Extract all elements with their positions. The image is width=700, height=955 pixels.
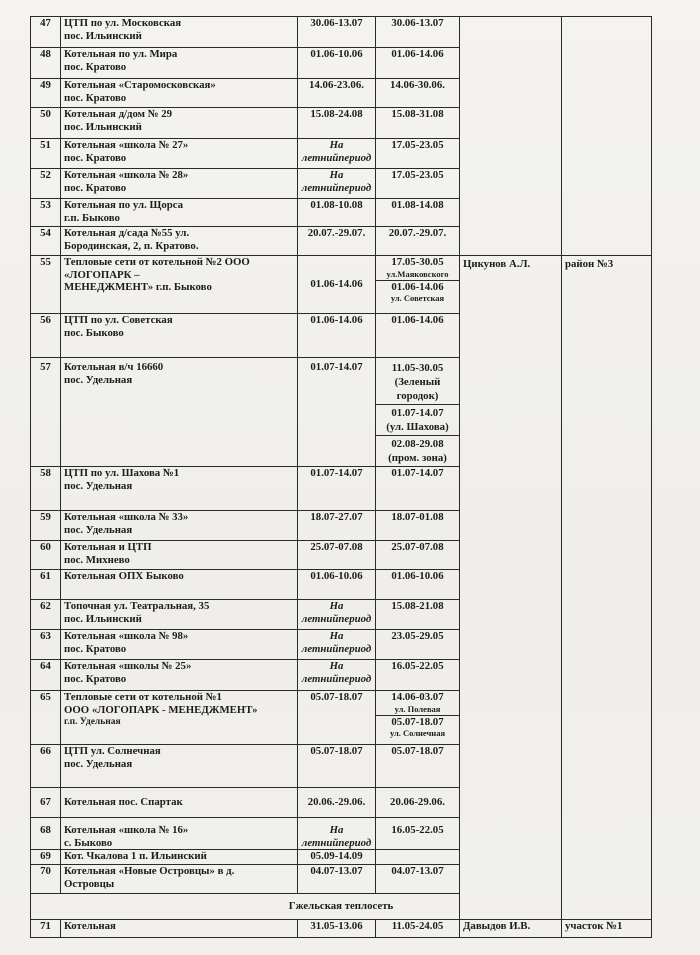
schedule-table: [30, 16, 652, 938]
table-row: 52 Котельная «школа № 28» пос. Кратово На летнийпериод 17.05-23.05: [31, 169, 652, 199]
table-row: 55 Тепловые сети от котельной №2 ООО «ЛОГОПАРК – МЕНЕДЖМЕНТ» г.п. Быково 01.06-14.06 17.05-30.05 ул.Маяковского 01.06-14.06 ул. Советская Цикунов А.Л. район №3: [31, 256, 652, 314]
table-row: 70 Котельная «Новые Островцы» в д. Островцы 04.07-13.07 04.07-13.07: [31, 865, 652, 894]
table-row: 48 Котельная по ул. Мира пос. Кратово 01.06-10.06 01.06-14.06: [31, 48, 652, 79]
section-title: Гжельская теплосеть: [31, 894, 652, 920]
table-row: 60 Котельная и ЦТП пос. Михнево 25.07-07.08 25.07-07.08: [31, 541, 652, 570]
table-row: 67 Котельная пос. Спартак 20.06.-29.06. 20.06-29.06.: [31, 788, 652, 818]
table-row: 58 ЦТП по ул. Шахова №1 пос. Удельная 01.07-14.07 01.07-14.07: [31, 467, 652, 511]
table-row: 69 Кот. Чкалова 1 п. Ильинский 05.09-14.09: [31, 850, 652, 865]
table-row: [31, 17, 652, 48]
period-planned: 30.06-13.07: [298, 17, 376, 48]
table-row: 57 Котельная в/ч 16660 пос. Удельная 01.07-14.07 11.05-30.05 (Зеленый городок) 01.07-14.07 (ул. Шахова) 02.08-29.08 (пром. зона): [31, 358, 652, 467]
table-row: 53 Котельная по ул. Щорса г.п. Быково 01.08-10.08 01.08-14.08: [31, 199, 652, 227]
table-row: 59 Котельная «школа № 33» пос. Удельная 18.07-27.07 18.07-01.08: [31, 511, 652, 541]
table-row: 61 Котельная ОПХ Быково 01.06-10.06 01.06-10.06: [31, 570, 652, 600]
table-row: 49 Котельная «Старомосковская» пос. Кратово 14.06-23.06. 14.06-30.06.: [31, 79, 652, 108]
table-row: 62 Топочная ул. Театральная, 35 пос. Ильинский На летнийпериод 15.08-21.08: [31, 600, 652, 630]
table-row: 50 Котельная д/дом № 29 пос. Ильинский 15.08-24.08 15.08-31.08: [31, 108, 652, 139]
table-row: 51 Котельная «школа № 27» пос. Кратово На летнийпериод 17.05-23.05: [31, 139, 652, 169]
area-label: район №3: [562, 256, 652, 920]
table-row: 64 Котельная «школы № 25» пос. Кратово На летнийпериод 16.05-22.05: [31, 660, 652, 691]
table-row: 66 ЦТП ул. Солнечная пос. Удельная 05.07-18.07 05.07-18.07: [31, 745, 652, 788]
table-row: 56 ЦТП по ул. Советская пос. Быково 01.06-14.06 01.06-14.06: [31, 314, 652, 358]
table-row: 71 Котельная 31.05-13.06 11.05-24.05 Давыдов И.В. участок №1: [31, 920, 652, 938]
responsible-cell: [460, 17, 562, 256]
table-row: 68 Котельная «школа № 16» с. Быково На летнийпериод 16.05-22.05: [31, 818, 652, 850]
object-name: ЦТП по ул. Московская пос. Ильинский: [61, 17, 298, 48]
row-number: 47: [31, 17, 61, 48]
area-cell: [562, 17, 652, 256]
table-row: 54 Котельная д/сада №55 ул. Бородинская, 2, п. Кратово. 20.07.-29.07. 20.07.-29.07.: [31, 227, 652, 256]
responsible-person: Цикунов А.Л.: [460, 256, 562, 920]
section-header-row: [31, 894, 652, 920]
table-row: 63 Котельная «школа № 98» пос. Кратово На летнийпериод 23.05-29.05: [31, 630, 652, 660]
table-row: 65 Тепловые сети от котельной №1 ООО «ЛОГОПАРК - МЕНЕДЖМЕНТ» г.п. Удельная 05.07-18.07 14.06-03.07 ул. Полевая 05.07-18.07 ул. Солнечная: [31, 691, 652, 745]
responsible-person: Давыдов И.В.: [460, 920, 562, 938]
area-label: участок №1: [562, 920, 652, 938]
period-actual: 30.06-13.07: [376, 17, 460, 48]
